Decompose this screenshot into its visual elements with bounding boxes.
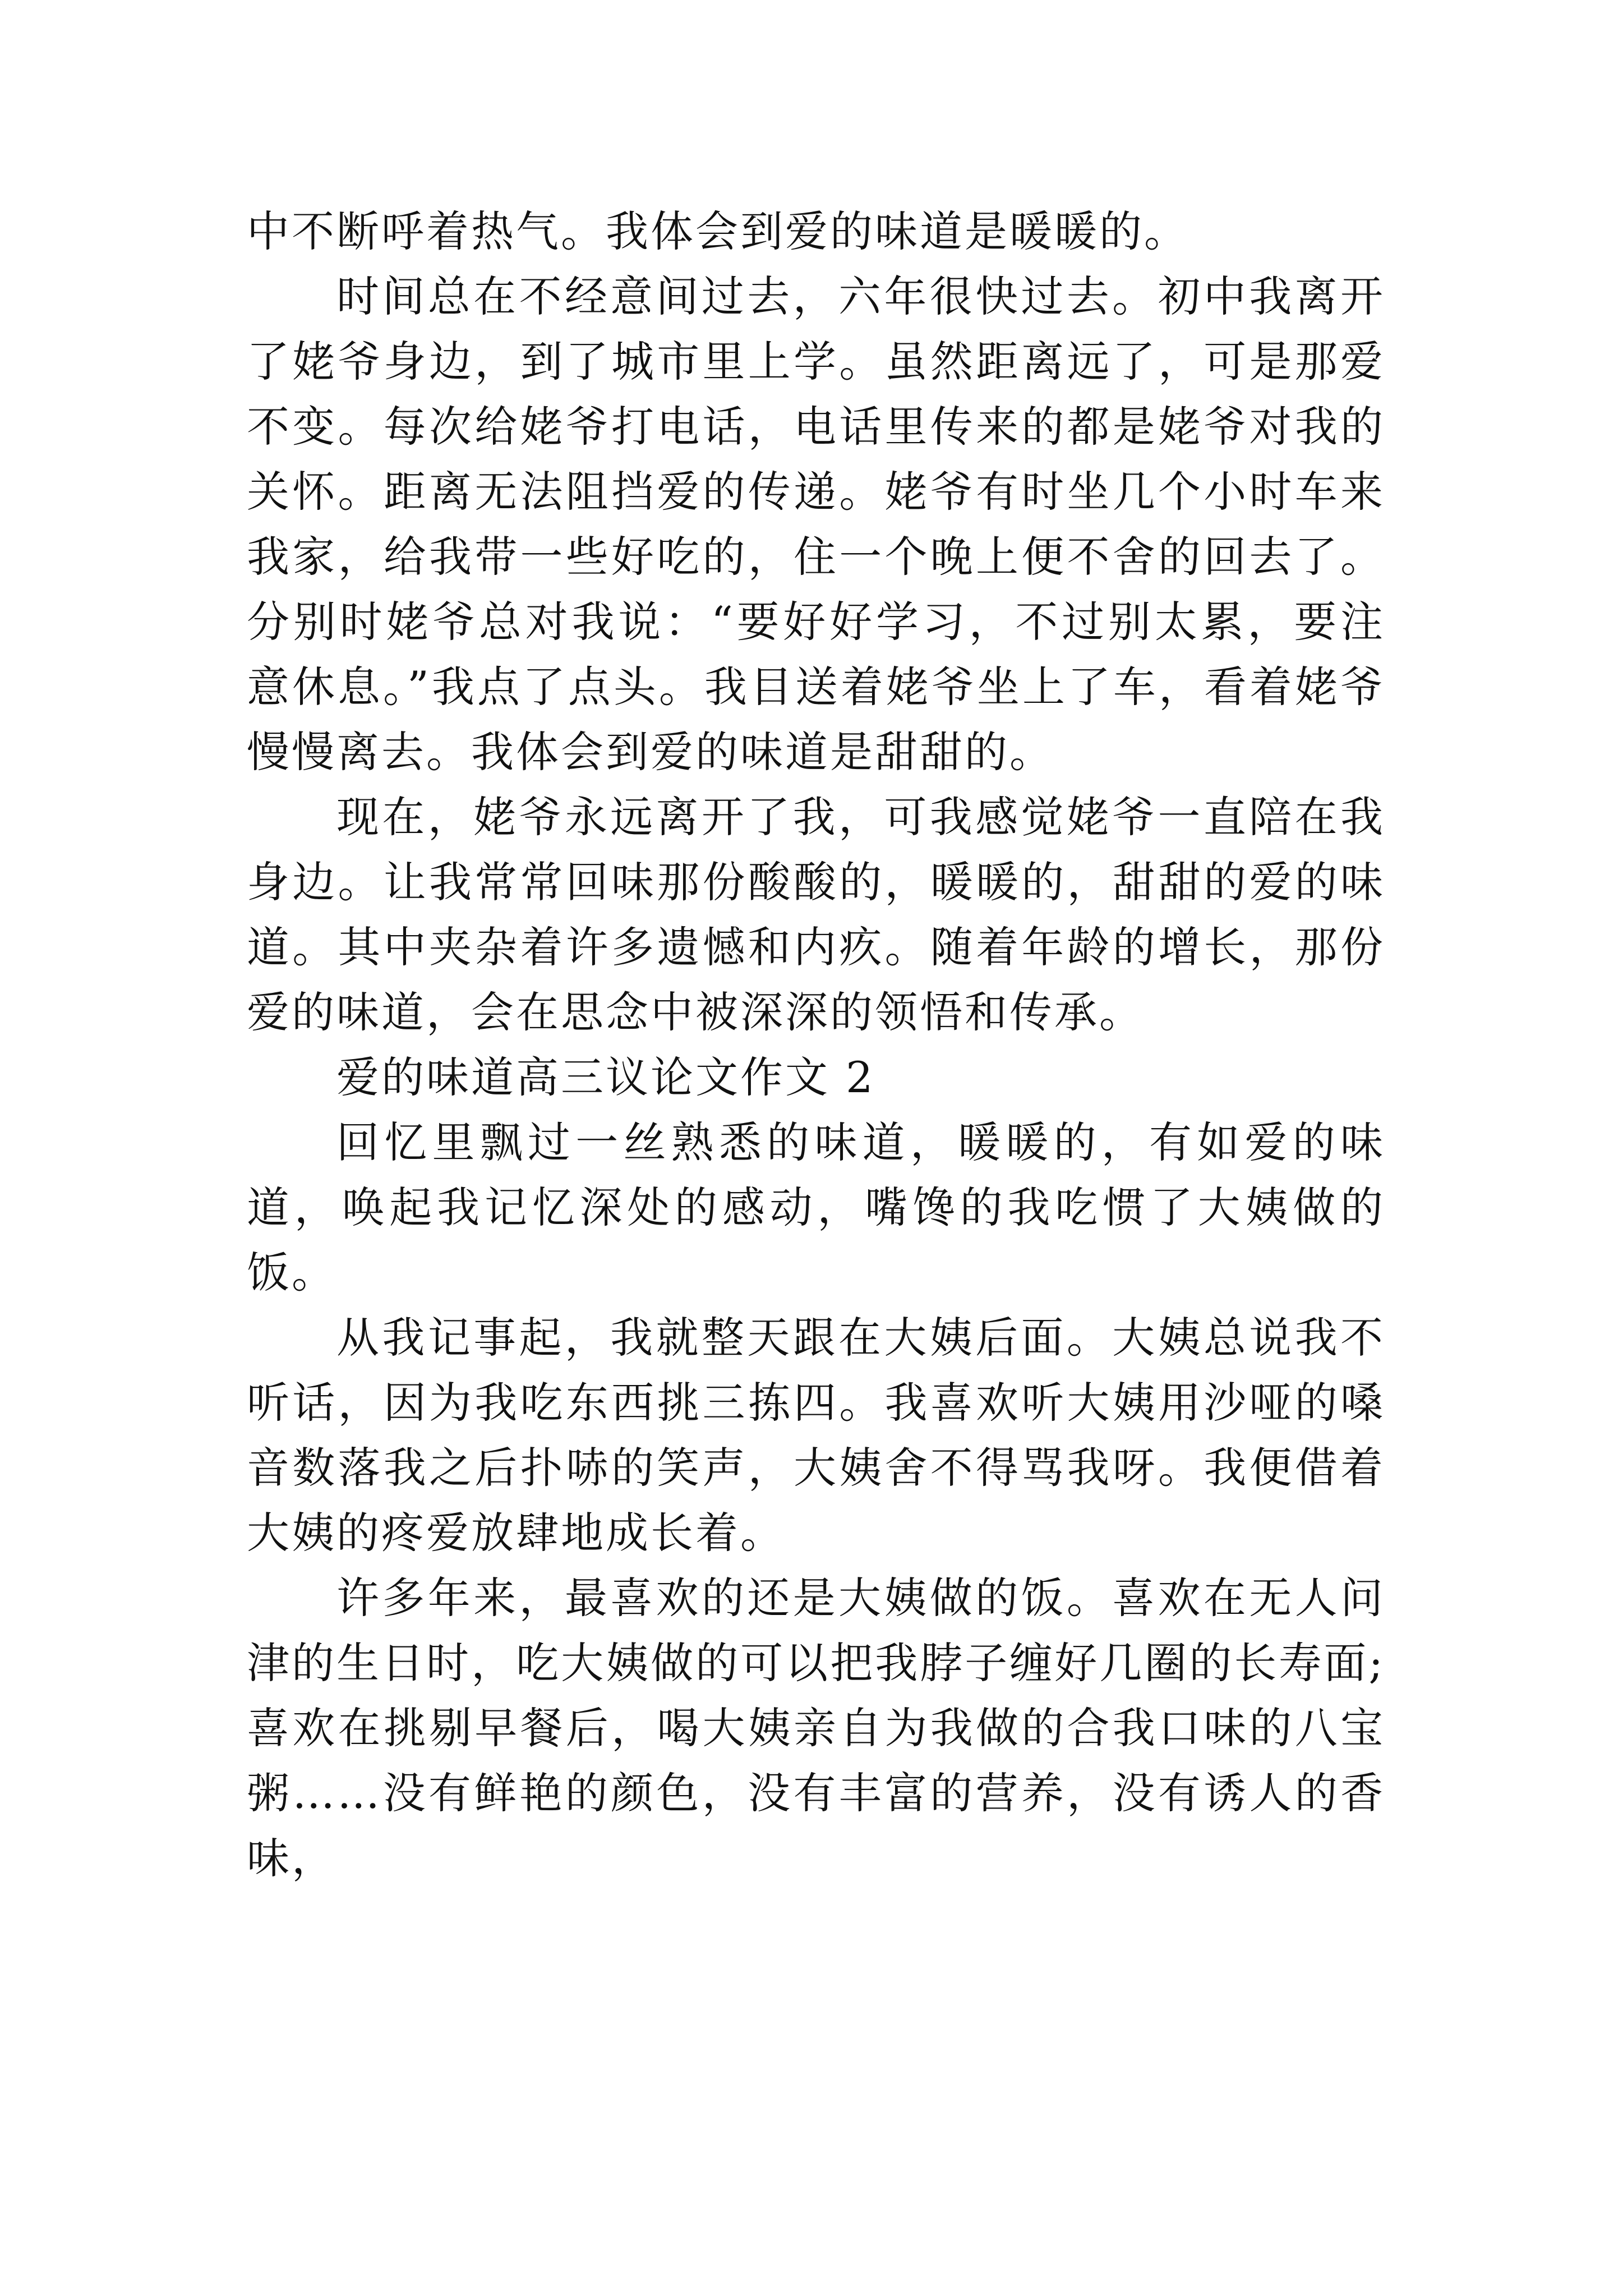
- paragraph: 许多年来，最喜欢的还是大姨做的饭。喜欢在无人问津的生日时，吃大姨做的可以把我脖子缠好几圈的长寿面;喜欢在挑剔早餐后，喝大姨亲自为我做的合我口味的八宝粥……没有鲜艳的颜色，没有丰富的营养，没有诱人的香味，: [247, 1573, 1385, 1883]
- paragraph: 回忆里飘过一丝熟悉的味道，暖暖的，有如爱的味道，唤起我记忆深处的感动，嘴馋的我吃惯了大姨做的饭。: [247, 1117, 1385, 1297]
- paragraph: 现在，姥爷永远离开了我，可我感觉姥爷一直陪在我身边。让我常常回味那份酸酸的，暖暖的，甜甜的爱的味道。其中夹杂着许多遗憾和内疚。随着年龄的增长，那份爱的味道，会在思念中被深深的领悟和传承。: [247, 792, 1385, 1037]
- document-body: [247, 199, 1385, 1891]
- paragraph-continued: 中不断呼着热气。我体会到爱的味道是暖暖的。: [247, 206, 1189, 256]
- section-heading: 爱的味道高三议论文作文 2: [336, 1052, 875, 1102]
- paragraph: 时间总在不经意间过去，六年很快过去。初中我离开了姥爷身边，到了城市里上学。虽然距离远了，可是那爱不变。每次给姥爷打电话，电话里传来的都是姥爷对我的关怀。距离无法阻挡爱的传递。姥爷有时坐几个小时车来我家，给我带一些好吃的，住一个晚上便不舍的回去了。分别时姥爷总对我说：“要好好学习，不过别太累，要注意休息。”我点了点头。我目送着姥爷坐上了车，看着姥爷慢慢离去。我体会到爱的味道是甜甜的。: [247, 272, 1385, 777]
- paragraph: 从我记事起，我就整天跟在大姨后面。大姨总说我不听话，因为我吃东西挑三拣四。我喜欢听大姨用沙哑的嗓音数落我之后扑哧的笑声，大姨舍不得骂我呀。我便借着大姨的疼爱放肆地成长着。: [247, 1313, 1385, 1558]
